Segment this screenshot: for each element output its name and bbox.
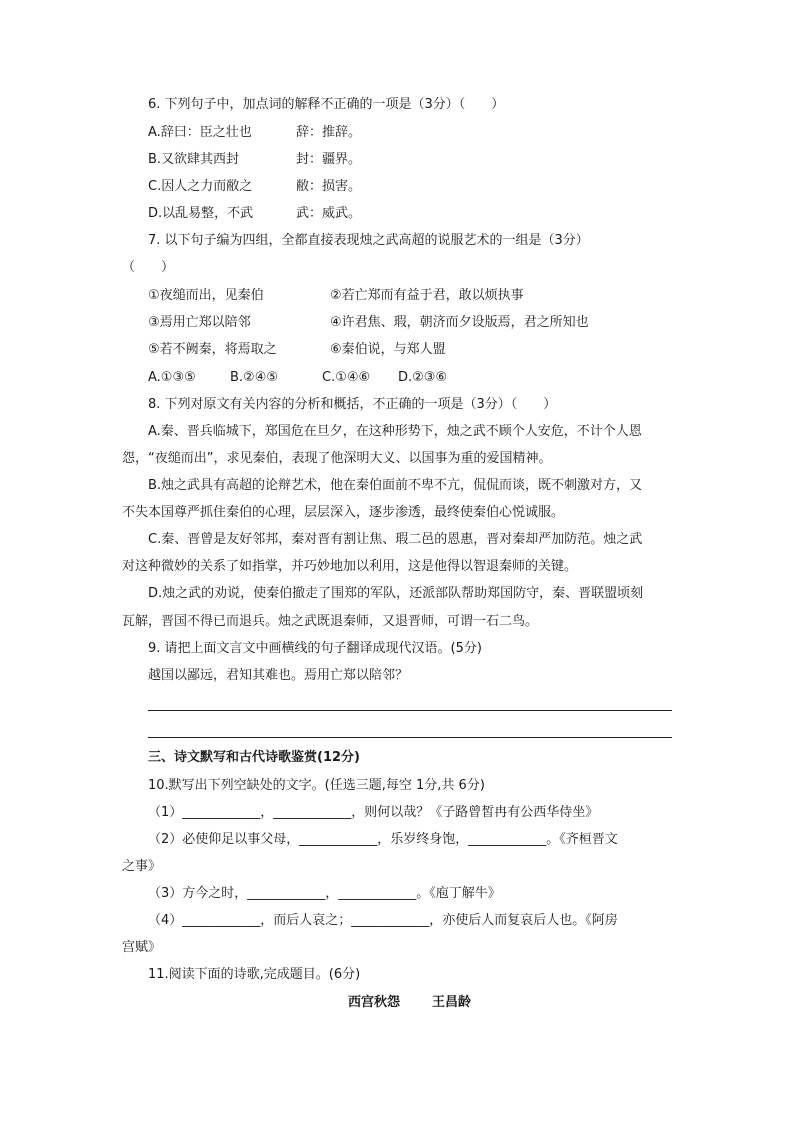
answer-line [148,737,672,738]
q8-line: 瓦解，晋国不得已而退兵。烛之武既退秦师，又退晋师，可谓一石二鸟。 [122,614,539,629]
q6-option-b-sentence: B.又欲肆其西封 [148,152,240,167]
q7-choice-d: D.②③⑥ [398,370,448,385]
q6-option-b-gloss: 封：疆界。 [296,152,362,167]
q7-stem-continuation: （ ） [122,260,175,275]
q7-stem: 7. 以下句子编为四组，全都直接表现烛之武高超的说服艺术的一组是（3分） [148,233,589,248]
q7-choice-a: A.①③⑤ [148,370,196,385]
q8-line: 不失本国尊严抓住秦伯的心理，层层深入，逐步渗透，最终使秦伯心悦诚服。 [122,505,565,520]
q7-item-4: ④许君焦、瑕，朝济而夕设版焉，君之所知也 [330,315,589,330]
q10-line: （4）____________，而后人哀之；____________，亦使后人而复哀后人也。《阿房 [148,913,618,928]
poem-title: 西宫秋怨 [348,995,401,1010]
q8-line: D.烛之武的劝说，使秦伯撤走了围郑的军队，还派部队帮助郑国防守，秦、晋联盟顷刻 [148,586,644,601]
q8-line: A.秦、晋兵临城下，郑国危在旦夕，在这种形势下，烛之武不顾个人安危，不计个人恩 [148,424,642,439]
answer-line [148,710,672,711]
q8-line: 对这种微妙的关系了如指掌，并巧妙地加以利用，这是他得以智退秦师的关键。 [122,559,578,574]
q10-line: 之事》 [122,859,162,874]
q10-stem: 10.默写出下列空缺处的文字。(任选三题,每空 1分,共 6分) [148,778,485,793]
q11-stem: 11.阅读下面的诗歌,完成题目。(6分) [148,967,361,982]
q7-item-2: ②若亡郑而有益于君，敢以烦执事 [330,288,524,303]
q10-line: （2）必使仰足以事父母，____________，乐岁终身饱，____________。《齐桓晋文 [148,832,618,847]
q6-option-c-sentence: C.因人之力而敝之 [148,179,253,194]
q9-stem: 9. 请把上面文言文中画横线的句子翻译成现代汉语。(5分) [148,641,482,656]
q7-item-5: ⑤若不阙秦，将焉取之 [148,342,277,357]
q8-stem: 8. 下列对原文有关内容的分析和概括，不正确的一项是（3分）（ ） [148,397,557,412]
section-heading: 三、诗文默写和古代诗歌鉴赏(12分) [148,750,360,765]
q7-item-6: ⑥秦伯说，与郑人盟 [330,342,446,357]
q7-choice-b: B.②④⑤ [230,370,279,385]
q8-line: 怨，“夜缒而出”，求见秦伯，表现了他深明大义、以国事为重的爱国精神。 [122,451,552,466]
q9-sentence: 越国以鄙远，君知其难也。焉用亡郑以陪邻？ [148,668,409,683]
q6-option-a-sentence: A.辞曰：臣之壮也 [148,125,252,140]
q6-option-d-gloss: 武：威武。 [296,206,362,221]
q8-line: C.秦、晋曾是友好邻邦，秦对晋有割让焦、瑕二邑的恩惠，晋对秦却严加防范。烛之武 [148,532,643,547]
q6-stem: 6. 下列句子中，加点词的解释不正确的一项是（3分）（ ） [148,97,505,112]
q7-item-3: ③焉用亡郑以陪邻 [148,315,251,330]
q6-option-c-gloss: 敝：损害。 [296,179,362,194]
q6-option-a-gloss: 辞：推辞。 [296,125,362,140]
q8-line: B.烛之武具有高超的论辩艺术，他在秦伯面前不卑不亢，侃侃而谈，既不刺激对方，又 [148,478,643,493]
q10-line: （3）方今之时，____________，____________。《庖丁解牛》 [148,886,501,901]
q6-option-d-sentence: D.以乱易整，不武 [148,206,254,221]
q10-line: 宫赋》 [122,940,162,955]
poem-author: 王昌龄 [432,995,472,1010]
q7-choice-c: C.①④⑥ [322,370,371,385]
q10-line: （1）____________，____________，则何以哉？《子路曾皙冉有公西华侍坐》 [148,805,599,820]
q7-item-1: ①夜缒而出，见秦伯 [148,288,264,303]
